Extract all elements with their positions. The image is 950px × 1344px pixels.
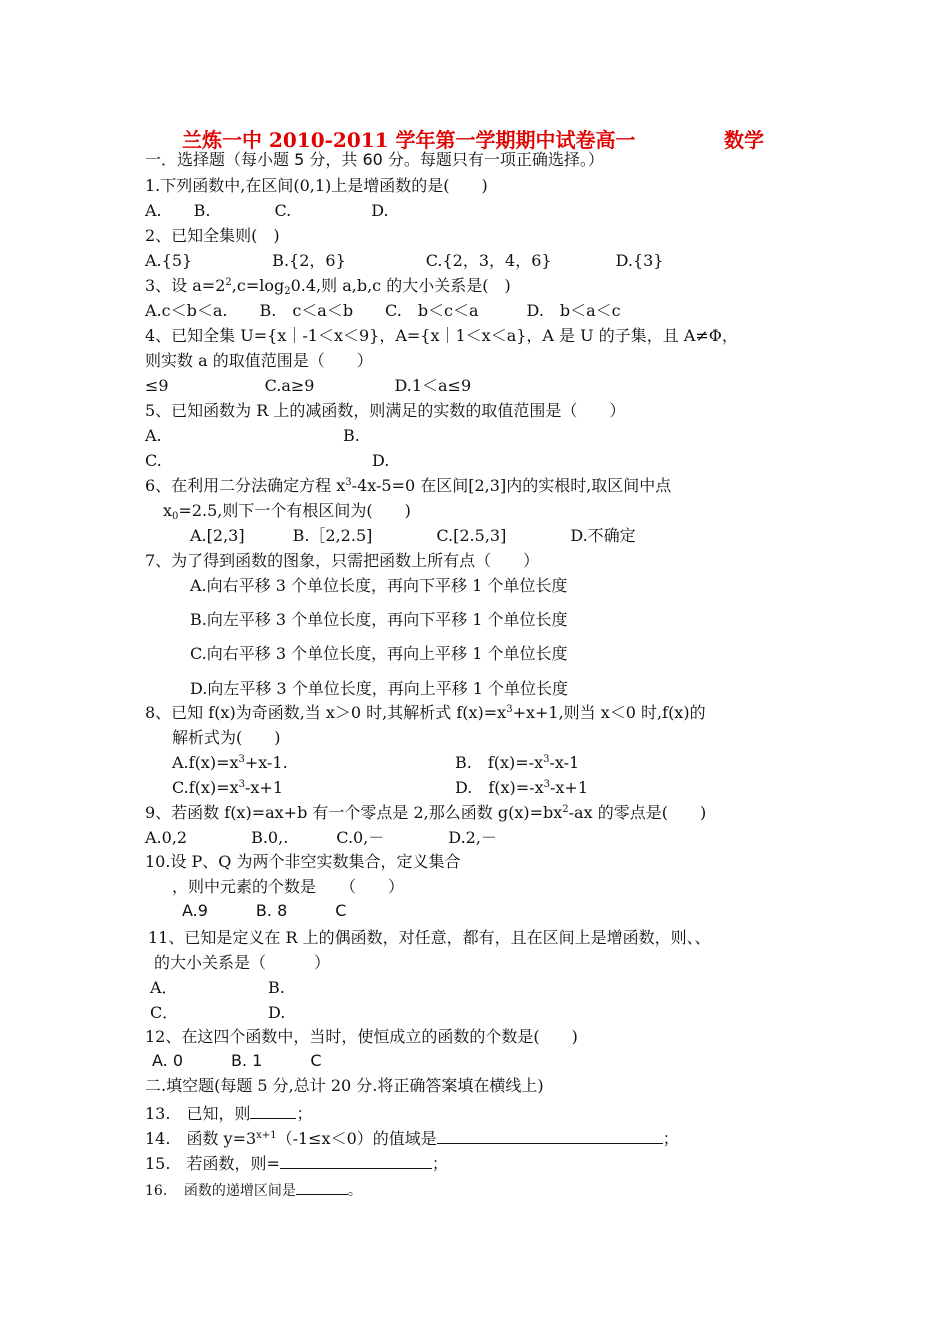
- q2-stem: 2、已知全集则( ): [145, 226, 280, 245]
- q11-option-a: A．: [150, 978, 178, 997]
- q13-line: 13. 已知，则 ；: [145, 1104, 313, 1123]
- q12-stem: 12、在这四个函数中，当时，使恒成立的函数的个数是( ): [145, 1027, 578, 1046]
- q11-option-b: B.: [268, 978, 285, 997]
- q5-option-b: B.: [343, 426, 360, 445]
- q10-options: A.9 B. 8 C: [182, 901, 347, 920]
- q4-stem: 4、已知全集 U={x｜-1＜x＜9}，A={x｜1＜x＜a}，A 是 U 的子集，且 A≠Φ，: [145, 326, 738, 345]
- q2-options: A.{5} B.{2，6} C.{2，3，4，6} D.{3}: [145, 251, 664, 270]
- q6-stem: 6、在利用二分法确定方程 $x^3-4x-5=0$ 在区间[2,3]内的实根时,取区间中点: [145, 476, 672, 495]
- q10-stem: 10.设 P、Q 为两个非空实数集合，定义集合: [145, 852, 461, 871]
- exam-title: 兰炼一中 2010-2011 学年第一学期期中试卷高一: [182, 128, 636, 152]
- q8-stem: 8、已知 f(x)为奇函数,当 x＞0 时,其解析式 $f(x)=x^3+x+1$,则当 x＜0 时,f(x)的: [145, 703, 706, 722]
- q15-answer-blank[interactable]: [280, 1152, 432, 1169]
- q6-stem-line2: $x_0=2.5$,则下一个有根区间为( ): [163, 501, 411, 522]
- q7-option-c: C.向右平移 3 个单位长度，再向上平移 1 个单位长度: [190, 644, 568, 663]
- q7-option-d: D.向左平移 3 个单位长度，再向上平移 1 个单位长度: [190, 679, 569, 698]
- q11-option-d: D.: [268, 1003, 286, 1022]
- q9-options: A.0,2 B.0,. C.0,－ D.2,－: [145, 828, 497, 847]
- q8-option-b: B. $f(x)=-x^3-x-1$: [455, 753, 580, 772]
- q12-options: A. 0 B. 1 C: [152, 1051, 322, 1070]
- q14-answer-blank[interactable]: [437, 1127, 663, 1144]
- exam-subject: 数学: [724, 128, 764, 152]
- q4-options: ≤9 C.a≥9 D.1＜a≤9: [145, 376, 472, 395]
- q7-stem: 7、为了得到函数的图象，只需把函数上所有点（ ）: [145, 551, 540, 570]
- q11-stem: 11、已知是定义在 R 上的偶函数，对任意，都有，且在区间上是增函数，则、、: [148, 928, 711, 947]
- q8-stem-line2: 解析式为( ): [172, 728, 281, 747]
- q1-options: A. B. C. D.: [145, 201, 389, 220]
- q5-option-a: A.: [145, 426, 162, 445]
- q8-option-d: D. $f(x)=-x^3-x+1$: [455, 778, 589, 797]
- q3-stem: 3、设 $a=2^2,c=\log_20.4$,则 a,b,c 的大小关系是( ): [145, 276, 511, 297]
- q6-options: A.[2,3] B.［2,2.5] C.[2.5,3] D.不确定: [190, 526, 636, 545]
- q16-answer-blank[interactable]: [296, 1178, 348, 1195]
- q13-answer-blank[interactable]: [250, 1102, 296, 1119]
- q10-stem-line2: ，则中元素的个数是 （ ）: [172, 877, 405, 896]
- q16-line: 16． 函数的递增区间是 。: [145, 1178, 362, 1201]
- q5-option-d: D.: [372, 451, 390, 470]
- q11-option-c: C．: [150, 1003, 179, 1022]
- q3-options: A.c＜b＜a. B. c＜a＜b C. b＜c＜a D. b＜a＜c: [145, 301, 621, 320]
- q8-option-c: $C.f(x)=x^3-x+1$: [172, 778, 284, 797]
- q11-stem-line2: 的大小关系是（ ）: [154, 953, 331, 972]
- q7-option-b: B.向左平移 3 个单位长度，再向下平移 1 个单位长度: [190, 610, 568, 629]
- section2-heading: 二.填空题(每题 5 分,总计 20 分.将正确答案填在横线上): [145, 1076, 544, 1095]
- q8-option-a: $A.f(x)=x^3+x-1$.: [172, 753, 288, 772]
- q15-line: 15. 若函数，则= ；: [145, 1154, 448, 1173]
- q5-option-c: C.: [145, 451, 162, 470]
- q7-option-a: A.向右平移 3 个单位长度，再向下平移 1 个单位长度: [190, 576, 568, 595]
- q1-stem: 1.下列函数中,在区间(0,1)上是增函数的是( ): [145, 176, 488, 195]
- q4-stem-line2: 则实数 a 的取值范围是（ ）: [145, 351, 373, 370]
- section1-heading: 一．选择题（每小题 5 分，共 60 分。每题只有一项正确选择。）: [145, 150, 604, 169]
- q14-line: 14. 函数 $y=3^{x+1}(-1\le x<0)$的值域是 ；: [145, 1129, 679, 1148]
- q9-stem: 9、若函数 f(x)=ax+b 有一个零点是 2,那么函数 $g(x)=bx^2-ax$ 的零点是( ): [145, 803, 707, 822]
- q5-stem: 5、已知函数为 R 上的减函数，则满足的实数的取值范围是（ ）: [145, 401, 626, 420]
